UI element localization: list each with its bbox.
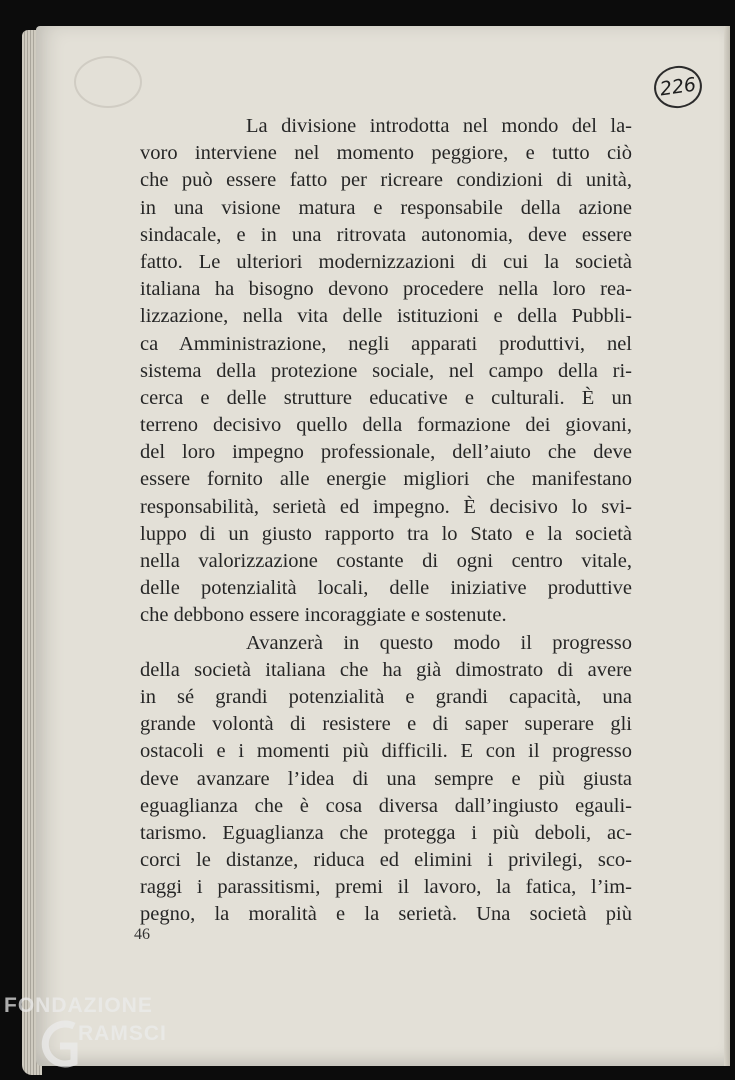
text-line: della società italiana che ha già dimostrato di avere: [140, 658, 632, 681]
paragraph-1: [140, 113, 632, 630]
text-line: che può essere fatto per ricreare condizioni di unità,: [140, 169, 632, 192]
text-line: lizzazione, nella vita delle istituzioni e della Pubbli-: [140, 305, 632, 328]
text-line: tarismo. Eguaglianza che protegga i più deboli, ac-: [140, 821, 632, 844]
gramsci-logo-icon: [34, 1016, 84, 1072]
text-line: cerca e delle strutture educative e culturali. È un: [140, 386, 632, 409]
text-line: grande volontà di resistere e di saper superare gli: [140, 713, 632, 736]
watermark-line-2: RAMSCI: [78, 1022, 167, 1045]
text-line: del loro impegno professionale, dell’aiuto che deve: [140, 441, 632, 464]
paragraph-2: [140, 630, 632, 929]
text-line: italiana ha bisogno devono procedere nella loro rea-: [140, 278, 632, 301]
text-line: La divisione introdotta nel mondo del la-: [246, 115, 632, 137]
text-line: delle potenzialità locali, delle iniziative produttive: [140, 577, 632, 600]
text-line: luppo di un giusto rapporto tra lo Stato e la società: [140, 522, 632, 545]
fondazione-gramsci-watermark: [4, 994, 194, 1072]
text-line: raggi i parassitismi, premi il lavoro, la fatica, l’im-: [140, 876, 632, 899]
text-line: essere fornito alle energie migliori che manifestano: [140, 468, 632, 491]
text-line: in una visione matura e responsabile della azione: [140, 196, 632, 219]
text-line: responsabilità, serietà ed impegno. È decisivo lo svi-: [140, 495, 632, 518]
text-line: ostacoli e i momenti più difficili. E con il progresso: [140, 740, 632, 763]
text-line: voro interviene nel momento peggiore, e tutto ciò: [140, 142, 632, 165]
text-line: ca Amministrazione, negli apparati produttivi, nel: [140, 332, 632, 355]
text-line: sistema della protezione sociale, nel campo della ri-: [140, 359, 632, 382]
text-line: pegno, la moralità e la serietà. Una società più: [140, 903, 632, 926]
text-line: in sé grandi potenzialità e grandi capacità, una: [140, 685, 632, 708]
watermark-line-1: FONDAZIONE: [4, 994, 153, 1017]
text-line: Avanzerà in questo modo il progresso: [246, 631, 632, 654]
text-line: che debbono essere incoraggiate e sostenute.: [140, 604, 507, 627]
text-line: deve avanzare l’idea di una sempre e più giusta: [140, 767, 632, 790]
bleed-through-stamp: [74, 56, 142, 108]
body-text: [140, 113, 632, 929]
page-number: 46: [134, 926, 150, 943]
text-line: nella valorizzazione costante di ogni centro vitale,: [140, 550, 632, 572]
text-line: corci le distanze, riduca ed elimini i privilegi, sco-: [140, 849, 632, 872]
text-line: eguaglianza che è cosa diversa dall’ingiusto egauli-: [140, 794, 632, 817]
text-line: terreno decisivo quello della formazione dei giovani,: [140, 414, 632, 437]
archive-page-number-stamp: 226: [651, 63, 704, 111]
text-line: sindacale, e in una ritrovata autonomia, deve essere: [140, 223, 632, 246]
page-right-edge: [724, 26, 730, 1066]
text-line: fatto. Le ulteriori modernizzazioni di cui la società: [140, 250, 632, 273]
